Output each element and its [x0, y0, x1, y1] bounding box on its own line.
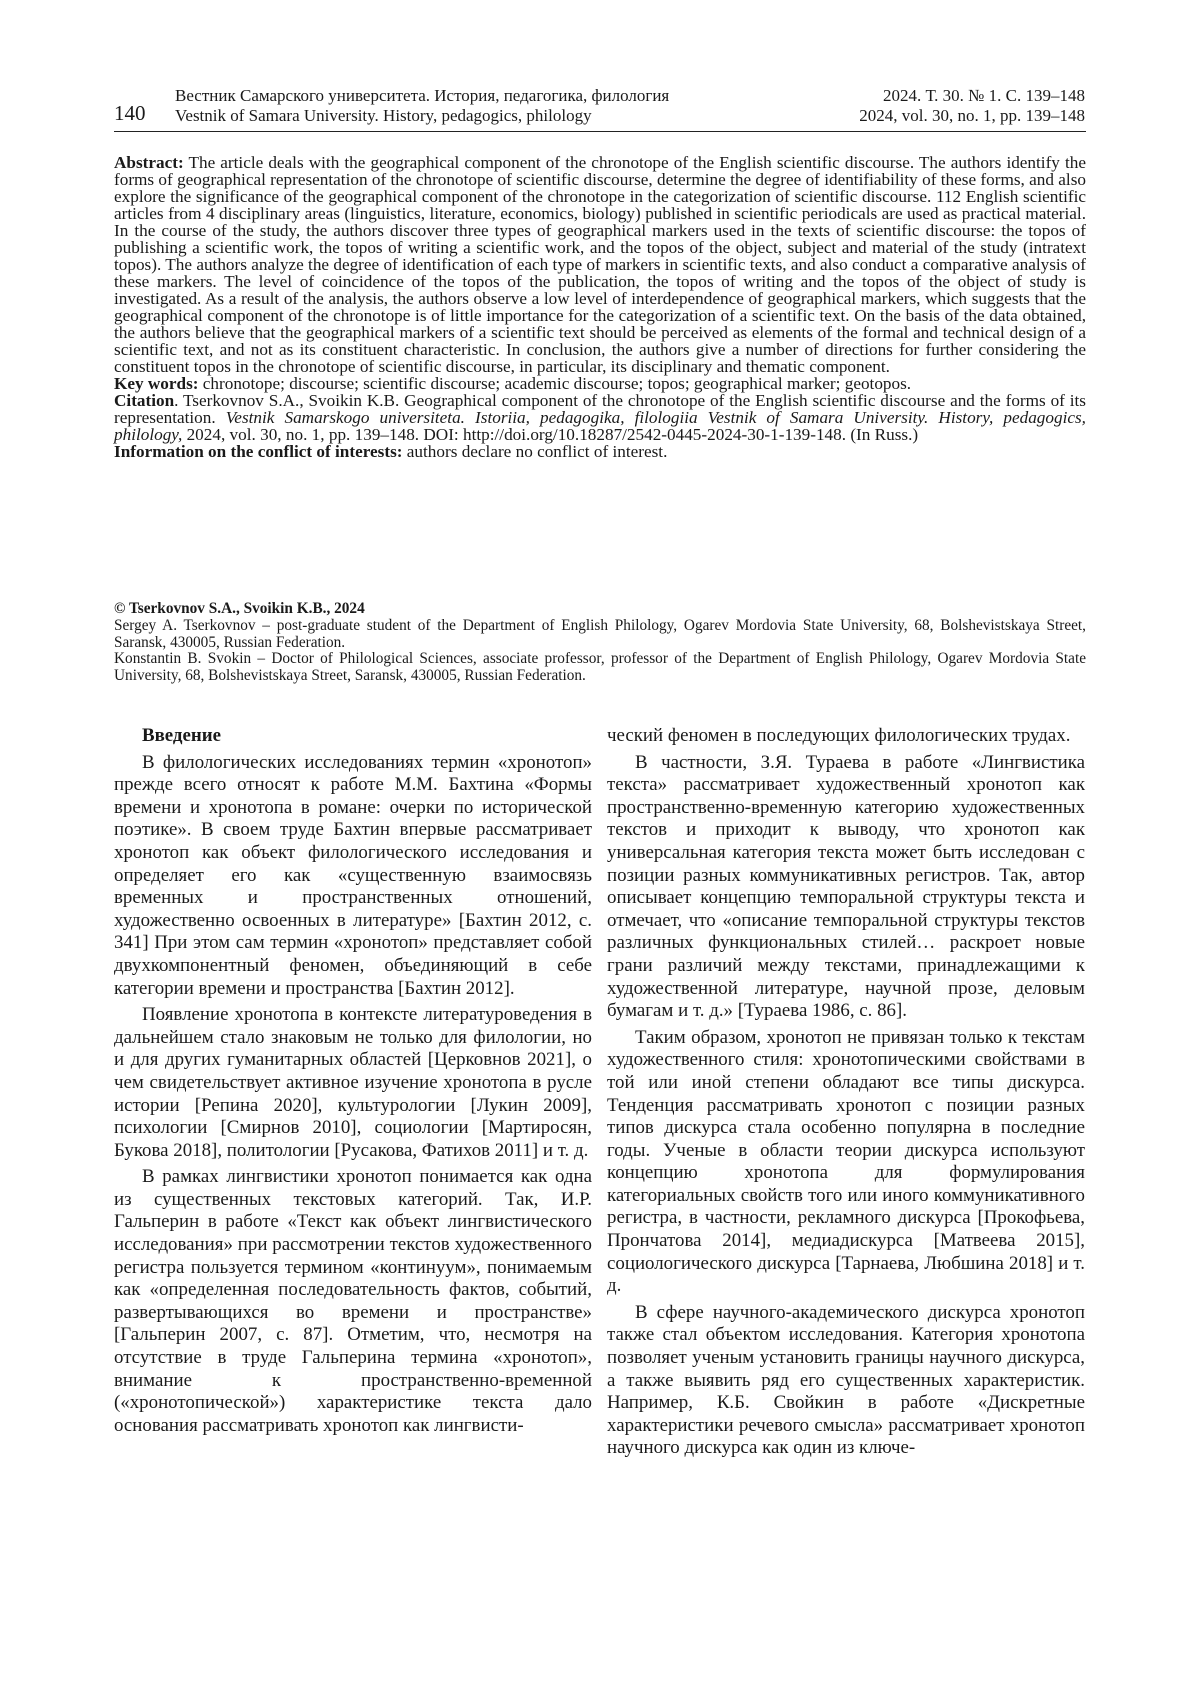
keywords-label: Key words: — [114, 374, 199, 393]
citation-label: Citation — [114, 391, 175, 410]
copyright-line: © Tserkovnov S.A., Svoikin K.B., 2024 — [114, 600, 365, 617]
body-column-left — [114, 725, 592, 1437]
citation-lead: . Tserkovnov S.A., Svoikin K.B. Geographical component of the chronotope of the English scientific discourse and the forms of its representation. — [114, 391, 1086, 427]
header-row-en — [175, 106, 1085, 126]
issue-info-en: 2024, vol. 30, no. 1, pp. 139–148 — [859, 106, 1085, 125]
abstract-paragraph — [114, 154, 1086, 375]
header-divider — [114, 131, 1086, 132]
body-paragraph-continued: ческий феномен в последующих филологических трудах. — [607, 725, 1071, 746]
keywords-text: chronotope; discourse; scientific discourse; academic discourse; topos; geographical marker; geotopos. — [202, 374, 912, 393]
body-paragraph: В частности, З.Я. Тураева в работе «Лингвистика текста» рассматривает художественный хронотоп как пространственно-временную категорию художественных текстов и приходит к выводу, что хронотоп как универсальная категория текста может быть исследован с позиции разных коммуникативных регистров. Так, автор описывает концепцию темпоральной структуры текста и отмечает, что «описание темпоральной структуры текстов различных функциональных стилей… раскроет новые грани различий между текстами, принадлежащими к художественной литературе, научной прозе, деловым бумагам и т. д.» [Тураева 1986, с. 86]. — [607, 751, 1085, 1022]
conflict-text: authors declare no conflict of interest. — [406, 442, 668, 461]
abstract-block — [114, 154, 1086, 460]
abstract-label: Abstract: — [114, 153, 184, 172]
conflict-label: Information on the conflict of interests: — [114, 442, 403, 461]
page-number: 140 — [114, 101, 146, 125]
issue-info-ru: 2024. Т. 30. № 1. С. 139–148 — [883, 86, 1085, 105]
authors-block — [114, 601, 1086, 685]
body-paragraph: В рамках лингвистики хронотоп понимается как одна из существенных текстовых категорий. Так, И.Р. Гальперин в работе «Текст как объект лингвистического исследования» при рассмотрении текстов художественного регистра пользуется термином «континуум», понимаемым как «определенная последовательность фактов, событий, развертывающихся во времени и пространстве» [Гальперин 2007, с. 87]. Отметим, что, несмотря на отсутствие в труде Гальперина термина «хронотоп», внимание к пространственно-временной («хронотопической») характеристике текста дало основания рассматривать хронотоп как лингвисти- — [114, 1166, 592, 1436]
body-paragraph: Появление хронотопа в контексте литературоведения в дальнейшем стало знаковым не только для филологии, но и для других гуманитарных областей [Церковнов 2021], о чем свидетельствует активное изучение хронотопа в русле истории [Репина 2020], культурологии [Лукин 2009], психологии [Смирнов 2010], социологии [Мартиросян, Букова 2018], политологии [Русакова, Фатихов 2011] и т. д. — [114, 1004, 592, 1161]
citation-tail: 2024, vol. 30, no. 1, pp. 139–148. DOI: http://doi.org/10.18287/2542-0445-2024-30-1-139-148. (In Russ.) — [182, 425, 919, 444]
section-title: Введение — [142, 725, 222, 746]
header-row-ru — [175, 86, 1085, 106]
abstract-text: The article deals with the geographical component of the chronotope of the English scientific discourse. The authors identify the forms of geographical representation of the chronotope of scientific discourse, determine the degree of identifiability of these forms, and also explore the significance of the geographical component of the chronotope in the categorization of scientific discourse. 112 English scientific articles from 4 disciplinary areas (linguistics, literature, economics, biology) published in scientific periodicals are used as practical material. In the course of the study, the authors discover three types of geographical markers used in the texts of scientific discourse: the topos of publishing a scientific work, the topos of writing a scientific work, and the topos of the object, subject and material of the study (intratext topos). The authors analyze the degree of identification of each type of markers in scientific texts, and also conduct a comparative analysis of these markers. The level of coincidence of the topos of the publication, the topos of writing and the topos of the object of study is investigated. As a result of the analysis, the authors observe a low level of interdependence of geographical markers, which suggests that the geographical component of the chronotope is of little importance for the categorization of a scientific text. On the basis of the data obtained, the authors believe that the geographical markers of a scientific text should be perceived as elements of the formal and technical design of a scientific text, and not as its constituent characteristic. In conclusion, the authors give a number of directions for further considering the constituent topos in the chronotope of scientific discourse, in particular, its disciplinary and thematic component. — [114, 153, 1086, 376]
body-paragraph: В сфере научного-академического дискурса хронотоп также стал объектом исследования. Категория хронотопа позволяет ученым установить границы научного дискурса, а также выявить ряд его существенных характеристик. Например, К.Б. Свойкин в работе «Дискретные характеристики речевого смысла» рассматривает хронотоп научного дискурса как один из ключе- — [607, 1301, 1085, 1459]
body-column-right — [607, 725, 1085, 1460]
keywords-paragraph — [114, 375, 1086, 392]
journal-title-en: Vestnik of Samara University. History, pedagogics, philology — [175, 106, 592, 125]
body-paragraph: Таким образом, хронотоп не привязан только к текстам художественного стиля: хронотопическими свойствами в той или иной степени обладают все типы дискурса. Тенденция рассматривать хронотоп с позиции разных типов дискурса стала особенно популярна в последние годы. Ученые в области теории дискурса используют концепцию хронотопа для формулирования категориальных свойств того или иного коммуникативного регистра, в частности, рекламного дискурса [Прокофьева, Прончатова 2014], медиадискурса [Матвеева 2015], социологического дискурса [Тарнаева, Любшина 2018] и т. д. — [607, 1026, 1085, 1297]
running-header — [175, 86, 1085, 126]
author-2-info: Konstantin B. Svokin – Doctor of Philological Sciences, associate professor, professor of the Department of English Philology, Ogarev Mordovia State University, 68, Bolshevistskaya Street, Saransk, 430005, Russian Federation. — [114, 650, 1086, 685]
journal-title-ru: Вестник Самарского университета. История, педагогика, филология — [175, 86, 670, 105]
citation-paragraph — [114, 392, 1086, 443]
citation-journal: Vestnik Samarskogo universiteta. Istoriia, pedagogika, filologiia Vestnik of Samara University. History, pedagogics, philology, — [114, 408, 1086, 444]
body-paragraph: В филологических исследованиях термин «хронотоп» прежде всего относят к работе М.М. Бахтина «Формы времени и хронотопа в романе: очерки по исторической поэтике». В своем труде Бахтин впервые рассматривает хронотоп как объект филологического исследования и определяет его как «существенную взаимосвязь временных и пространственных отношений, художественно освоенных в литературе» [Бахтин 2012, с. 341] При этом сам термин «хронотоп» представляет собой двухкомпонентный феномен, объединяющий в себе категории времени и пространства [Бахтин 2012]. — [114, 751, 592, 999]
author-1-info: Sergey A. Tserkovnov – post-graduate student of the Department of English Philology, Ogarev Mordovia State University, 68, Bolshevistskaya Street, Saransk, 430005, Russian Federation. — [114, 616, 1086, 651]
conflict-paragraph — [114, 443, 1086, 460]
